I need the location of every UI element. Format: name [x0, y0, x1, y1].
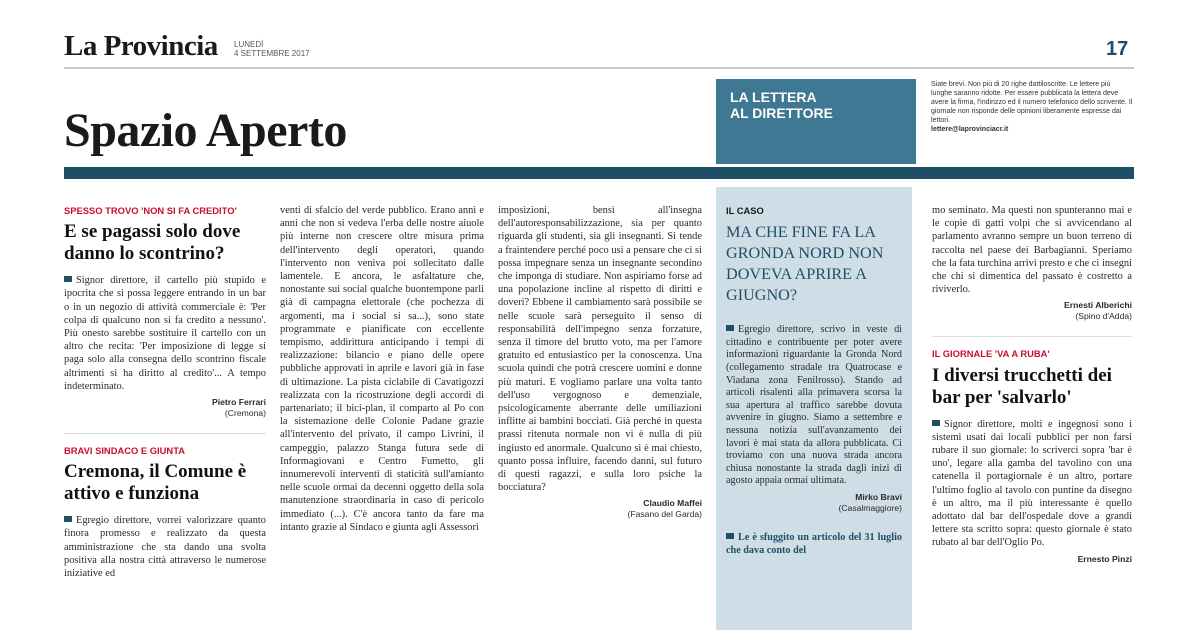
article-body-text: mo seminato. Ma questi non spunteranno mai e le copie di gatti volpi che si avvicendano al parlamento avranno sempre un buon terreno di raccolta nel paese dei Barbagianni. Speriamo che la fata turchina arrivi presto e che ci insegni che chi si dimentica del passato è costretto a riviverlo.: [932, 205, 1132, 296]
article-body-text: imposizioni, bensì all'insegna dell'autoresponsabilizzazione, sia per quanto riguarda gli studenti, sia gli insegnanti. Si tende a fraintendere perché poco usi a pensare che ci si possa impegnare senza un insegnante secondino che imponga di studiare. Non aspiriamo forse ad una popolazione incline al rispetto di diritti e doveri? Ebbene il cambiamento sarà possibile se nelle scuole sarà perseguito il senso di responsabilità dell'impegno senza forzature, senza il timore del brutto voto, ma per l'amore gratuito ed entusiastico per la conoscenza. Una scuola quindi che potrà crescere uomini e donne più maturi. E vogliamo parlare una volta tanto dell'uso vergognoso e demenziale, psicologicamente aberrante delle umiliazioni inflitte ai bambini bocciati. Già perché in questa prassi ritenuta normale non vi è nulla di più ingiusto ed anormale. Qualcuno si è mai chiesto, quanto possa influire, facendo danni, sul futuro di questi ragazzi, e sulla loro psiche la bocciatura?: [498, 205, 702, 494]
bullet-square-icon: [64, 516, 72, 522]
article-signature: [932, 300, 1132, 322]
author-place: (Cremona): [224, 408, 266, 419]
il-caso-column: [726, 204, 902, 628]
article-body-text: Egregio direttore, vorrei valorizzare quanto finora promesso e realizzato da questa amministrazione che sta dando una svolta positiva alla nostra città attraverso le numerose iniziative ed: [64, 515, 266, 580]
column-1: [64, 204, 266, 628]
header-rule: [64, 67, 1134, 69]
caso-body: [726, 324, 902, 488]
bullet-square-icon: [726, 325, 734, 331]
author-place: (Fasano del Garda): [627, 509, 702, 520]
column-3: [498, 204, 702, 628]
author-place: (Spino d'Adda): [1075, 311, 1132, 322]
article-headline: Cremona, il Comune è attivo e funziona: [64, 461, 247, 505]
article-kicker: BRAVI SINDACO E GIUNTA: [64, 445, 186, 457]
article-body: [932, 418, 1132, 550]
author-name: Ernesti Alberichi: [1064, 300, 1132, 311]
column-2: [280, 204, 484, 628]
caso-headline: MA CHE FINE FA LA GRONDA NORD NON DOVEVA APRIRE A GIUGNO?: [726, 223, 884, 305]
caso-reply-text: Le è sfuggito un articolo del 31 luglio che dava conto del: [726, 531, 902, 556]
article-body-text: venti di sfalcio del verde pubblico. Erano anni e anni che non si vedeva l'erba delle nostre aiuole più interne non crescere oltre misura prima dell'intervento degli operatori, quando l'intervento non veniva poi sollecitato dalle lamentele. E ancora, le asfaltature che, nonostante sui social qualche buontempone parli già di campagna elettorale (che pochezza di argomenti, ma i social si sa...), sono state programmate e pianificate con eccellente tempismo, addirittura anticipando i tempi di realizzazione: bilancio e piano delle opere pubbliche approvati in aprile e lavori già in fase di ultimazione. La pista ciclabile di Cavatigozzi realizzata con la ricostruzione degli accordi di partenariato; il bici-plan, il comparto al Po con la sistemazione delle Colonie Padane grazie all'intervento del privato, il campo Livrini, il campeggio, palazzo Stanga futura sede di Informagiovani e Centro Fumetto, gli innumerevoli interventi di staticità sull'amianto nelle scuole ormai da decenni oggetto della sola manutenzione straordinaria in caso di pericolo immediato (...). C'è ancora tanto da fare ma intanto grazie al Sindaco e giunta agli Assessori: [280, 205, 484, 533]
issue-day: LUNEDÌ: [234, 40, 264, 49]
caso-kicker: IL CASO: [726, 205, 764, 216]
lettera-line2: AL DIRETTORE: [730, 105, 833, 121]
article-headline: I diversi trucchetti dei bar per 'salvarlo': [932, 364, 1112, 408]
column-5: [932, 204, 1132, 628]
lettera-al-direttore-box: [716, 79, 916, 164]
lettera-note-text: Siate brevi. Non più di 20 righe dattiloscritte. Le lettere più lunghe saranno ridotte. Per essere pubblicata la lettera deve avere la firma, l'indirizzo ed il numero telefonico dello scrivente. Il giornale non risponde delle opinioni liberamente espresse dai lettori.: [931, 81, 1133, 124]
section-title: Spazio Aperto: [64, 104, 347, 157]
article-headline: E se pagassi solo dove danno lo scontrino?: [64, 221, 241, 265]
masthead: La Provincia: [64, 30, 218, 62]
author-name: Pietro Ferrari: [212, 397, 266, 408]
lettera-line1: LA LETTERA: [730, 89, 817, 105]
caso-signature: [726, 492, 902, 514]
issue-date-text: 4 SETTEMBRE 2017: [234, 49, 310, 58]
issue-date: [234, 40, 310, 58]
article-body-text: Signor direttore, il cartello più stupido e ipocrita che si possa leggere entrando in un bar o in un negozio di attività commerciale è: 'Per colpa di qualcuno non si fa credito a nessuno'. Più onesto sarebbe sostituire il cartello con un altro che recita: 'Per imposizione di legge si paga solo alla consegna dello scontrino fiscale altrimenti si ha diritto al credito'... A tempo indeterminato.: [64, 275, 266, 392]
article-kicker: IL GIORNALE 'VA A RUBA': [932, 348, 1050, 360]
lettera-email: lettere@laprovinciacr.it: [931, 126, 1009, 133]
article-signature: [498, 498, 702, 520]
article-signature: [64, 397, 266, 419]
caso-reply: [726, 532, 902, 557]
author-name: Ernesto Pinzi: [1077, 553, 1132, 564]
divider: [932, 336, 1132, 337]
caso-body-text: Egregio direttore, scrivo in veste di cittadino e contribuente per poter avere informazioni riguardante la Gronda Nord (collegamento stradale tra Quatrocase e Viadana zona Fenilrosso). Stando ad articoli risalenti alla primavera scorsa la sua apertura al traffico sarebbe dovuta avvenire in giugno. Siamo a settembre e nessuna notizia sull'avanzamento dei lavori è mai stata da allora pubblicata. Ci troviamo con una nuova strada ancora chiusa nonostante la strada dagli inizi di agosto appaia ormai ultimata.: [726, 324, 902, 487]
article-body-text: Signor direttore, molti e ingegnosi sono i sistemi usati dai locali pubblici per non farsi rubare il suo giornale: lo scriverci sopra 'bar è uno', legare alla gamba del tavolino con una catenella il portagiornale è un altro, portare l'ultimo foglio al tavolo con puntine da disegno è un altro, ma il più interessante è quello adottato dal bar dell'ospedale dove a grandi lettere sta scritto sopra: questo giornale è stato rubato al bar dell'Oglio Po.: [932, 418, 1132, 549]
page-number: 17: [1106, 38, 1129, 60]
divider: [64, 433, 266, 434]
section-band: [64, 167, 1134, 179]
article-signature: [932, 554, 1132, 565]
article-body: [64, 274, 266, 393]
article-kicker: SPESSO TROVO 'NON SI FA CREDITO': [64, 205, 237, 216]
lettera-note: [931, 80, 1133, 134]
article-body: [64, 514, 266, 580]
bullet-square-icon: [64, 276, 72, 282]
author-name: Claudio Maffei: [643, 498, 702, 509]
author-place: (Casalmaggiore): [838, 502, 902, 513]
bullet-square-icon: [726, 533, 734, 539]
bullet-square-icon: [932, 420, 940, 426]
author-name: Mirko Bravi: [855, 491, 902, 502]
